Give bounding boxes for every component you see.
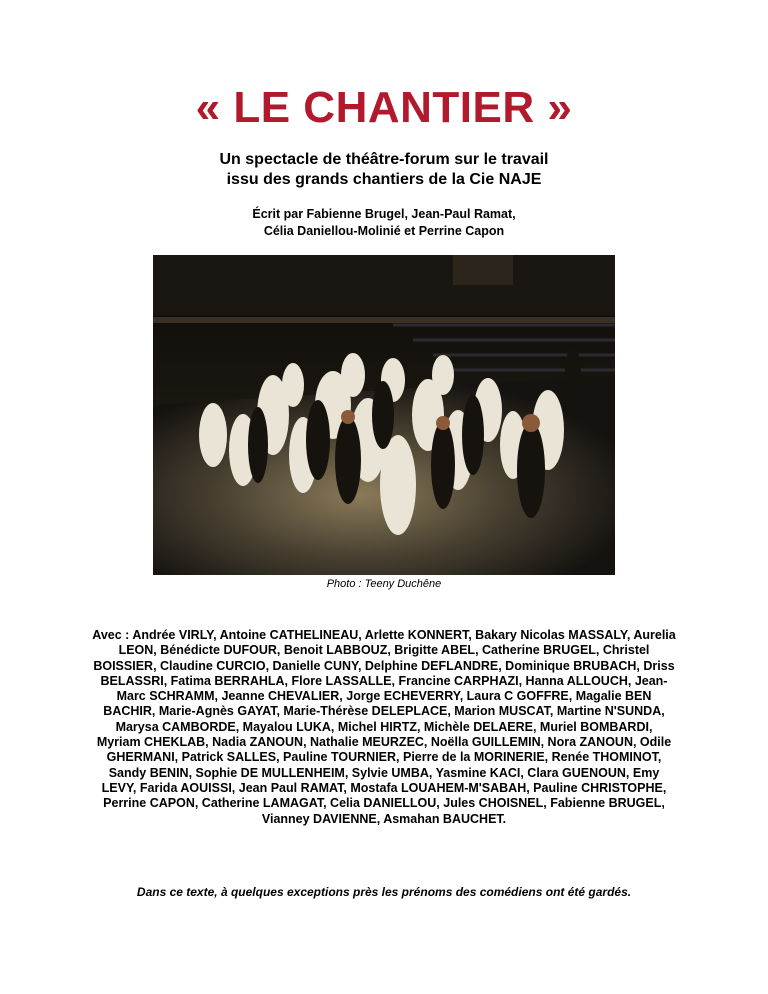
footnote: Dans ce texte, à quelques exceptions près les prénoms des comédiens ont été gardés.: [136, 885, 632, 899]
photo-caption: Photo : Teeny Duchêne: [326, 578, 442, 590]
subtitle-line-1: Un spectacle de théâtre-forum sur le travail: [219, 151, 549, 168]
authors-line-2: Célia Daniellou-Molinié et Perrine Capon: [263, 224, 505, 238]
subtitle: [0, 150, 768, 190]
page-title: « LE CHANTIER »: [195, 83, 573, 132]
authors-line-1: Écrit par Fabienne Brugel, Jean-Paul Ramat,: [252, 207, 516, 221]
stage-photo-icon: [153, 255, 615, 575]
stage-photo: [153, 255, 615, 575]
cast-list: Avec : Andrée VIRLY, Antoine CATHELINEAU, Arlette KONNERT, Bakary Nicolas MASSALY, Aurelia LEON, Bénédicte DUFOUR, Benoit LABBOUZ, Brigitte ABEL, Catherine BRUGEL, Christel BOISSIER, Claudine CURCIO, Danielle CUNY, Delphine DEFLANDRE, Dominique BRUBACH, Driss BELASSRI, Fatima BERRAHLA, Flore LASSALLE, Francine CARPHAZI, Hanna ALLOUCH, Jean-Marc SCHRAMM, Jeanne CHEVALIER, Jorge ECHEVERRY, Laura C GOFFRE, Magalie BEN BACHIR, Marie-Agnès GAYAT, Marie-Thérèse DELEPLACE, Marion MUSCAT, Martine N'SUNDA, Marysa CAMBORDE, Mayalou LUKA, Michel HIRTZ, Michèle DELAERE, Muriel BOMBARDI, Myriam CHEKLAB, Nadia ZANOUN, Nathalie MEURZEC, Noëlla GUILLEMIN, Nora ZANOUN, Odile GHERMANI, Patrick SALLES, Pauline TOURNIER, Pierre de la MORINERIE, Renée THOMINOT, Sandy BENIN, Sophie DE MULLENHEIM, Sylvie UMBA, Yasmine KACI, Clara GUENOUN, Emy LEVY, Farida AOUISSI, Jean Paul RAMAT, Mostafa LOUAHEM-M'SABAH, Pauline CHRISTOPHE, Perrine CAPON, Catherine LAMAGAT, Celia DANIELLOU, Jules CHOISNEL, Fabienne BRUGEL, Vianney DAVIENNE, Asmahan BAUCHET.: [92, 628, 676, 826]
authors: [0, 206, 768, 240]
subtitle-line-2: issu des grands chantiers de la Cie NAJE: [226, 171, 542, 188]
